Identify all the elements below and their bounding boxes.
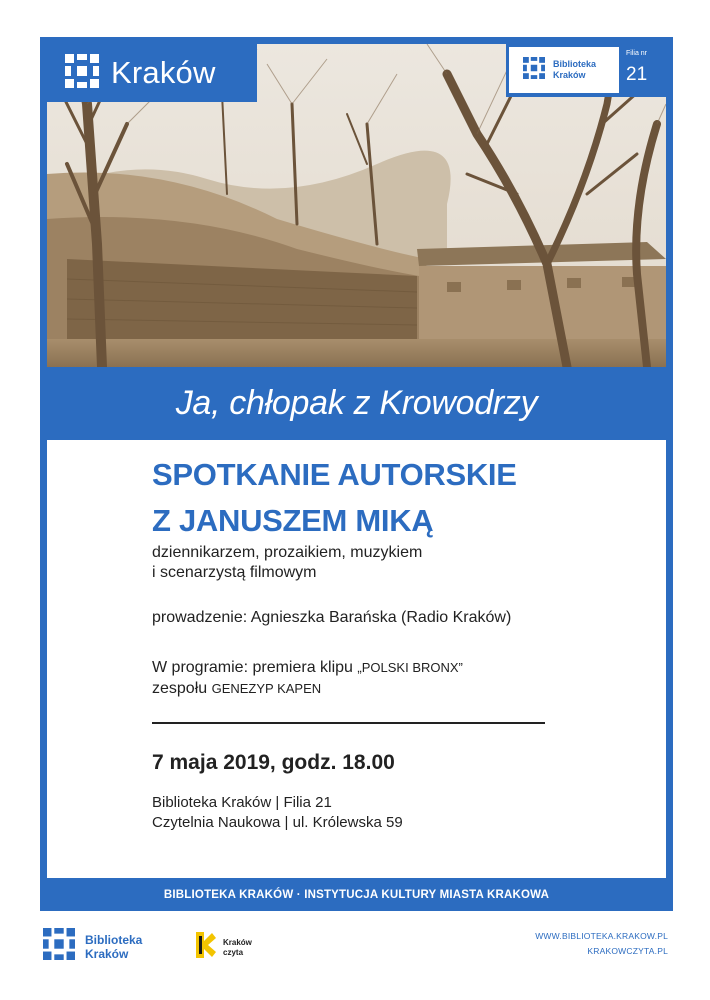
program-line2-prefix: zespołu [152,680,212,697]
address-line1: Biblioteka Kraków | Filia 21 [152,794,332,811]
filia-label: Filia nr [626,50,648,57]
poster-title: Ja, chłopak z Krowodrzy [175,383,538,422]
event-address [152,793,403,833]
krakow-czyta-line2: czyta [223,947,244,957]
footer-library-logo [43,928,142,965]
footer-band: BIBLIOTEKA KRAKÓW · INSTYTUCJA KULTURY MIASTA KRAKOWA [163,888,550,901]
filia-badge [506,44,666,97]
filia-number: 21 [626,64,648,85]
subtitle-line2: i scenarzystą filmowym [152,564,317,581]
address-line2: Czytelnia Naukowa | ul. Królewska 59 [152,814,403,831]
krakow-czyta-line1: Kraków [223,937,252,947]
author-description [152,543,422,583]
library-logo [509,47,619,93]
program-prefix: W programie: premiera klipu [152,659,358,676]
program-band: GENEZYP KAPEN [211,681,322,696]
content-panel [47,440,666,878]
krakow-czyta-mark-icon [193,930,217,965]
library-mark-icon [523,57,545,84]
footer-library-line2: Kraków [85,946,129,961]
library-logo-line1: Biblioteka [553,59,597,69]
footer-library-mark-icon [43,928,75,965]
library-logo-line2: Kraków [553,70,586,80]
event-heading [152,452,517,544]
footer-urls [535,929,668,959]
krakow-czyta-logo [193,930,252,965]
title-band [40,367,673,439]
heading-line2: Z JANUSZEM MIKĄ [152,503,434,538]
host-line: prowadzenie: Agnieszka Barańska (Radio Kraków) [152,609,512,626]
krakow-city-logo [47,44,257,102]
program-text [152,657,463,699]
url-biblioteka[interactable]: WWW.BIBLIOTEKA.KRAKOW.PL [535,931,668,941]
heading-line1: SPOTKANIE AUTORSKIE [152,457,517,492]
krakow-logo-text: Kraków [111,55,216,90]
subtitle-line1: dziennikarzem, prozaikiem, muzykiem [152,544,423,561]
divider [152,722,545,724]
program-clip: „POLSKI BRONX” [357,660,463,675]
url-krakowczyta[interactable]: KRAKOWCZYTA.PL [587,946,668,956]
footer-library-line1: Biblioteka [85,932,143,947]
event-date: 7 maja 2019, godz. 18.00 [152,751,395,774]
krakow-mark-icon [65,54,99,93]
